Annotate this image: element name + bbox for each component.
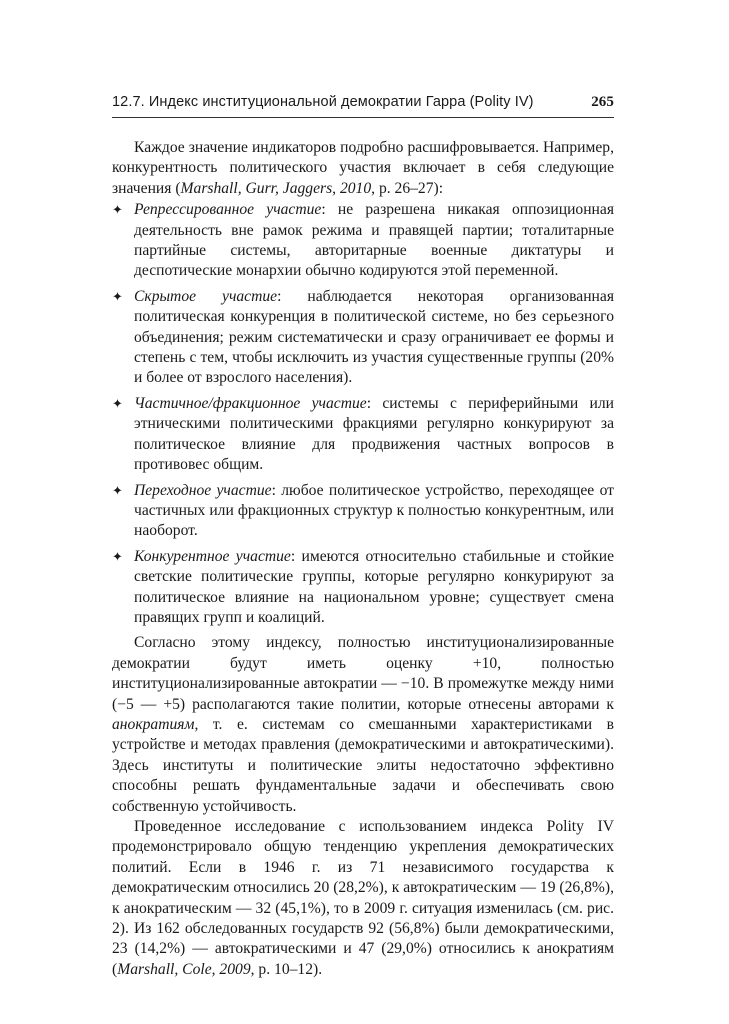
running-head [112, 94, 614, 111]
list-item: ✦ Частичное/фракционное участие: системы с периферийными или этническими политическими фракциями регулярно конкурируют за политическое влияние для продвижения частных вопросов в противовес общим. [112, 394, 614, 474]
list-term: Переходное участие [134, 481, 272, 499]
citation: Marshall, Cole, 2009 [117, 960, 251, 978]
four-pointed-star-icon: ✦ [112, 202, 123, 218]
list-term: Частичное/фракционное участие [134, 394, 367, 412]
four-pointed-star-icon: ✦ [112, 548, 123, 564]
list-item: ✦ Скрытое участие: наблюдается некоторая организованная политическая конкуренция в политической системе, но без серьезного объединения; режим систематически и сразу ограничивает ее формы и степень с тем, чтобы исключить из участия существенные группы (20% и более от взрослого населения). [112, 287, 614, 387]
header-rule [112, 117, 614, 118]
anocracy-term: анократиям [112, 715, 195, 733]
running-head-title: 12.7. Индекс институциональной демократии Гарра (Polity IV) [112, 94, 534, 110]
four-pointed-star-icon: ✦ [112, 395, 123, 411]
participation-list [112, 200, 614, 628]
intro-paragraph: Каждое значение индикаторов подробно расшифровывается. Например, конкурентность политического участия включает в себя следующие значения (Marshall, Gurr, Jaggers, 2010, p. 26–27): [112, 139, 614, 197]
list-item: ✦ Конкурентное участие: имеются относительно стабильные и стойкие светские политические группы, которые регулярно конкурируют за политическое влияние на национальном уровне; существует смена правящих групп и коалиций. [112, 547, 614, 626]
study-results-paragraph: Проведенное исследование с использованием индекса Polity IV продемонстрировало общую тенденцию укрепления демократических политий. Если в 1946 г. из 71 независимого государства к демократическим относились 20 (28,2%), к автократическим — 19 (26,8%), к анократическим — 32 (45,1%), то в 2009 г. ситуация изменилась (см. рис. 2). Из 162 обследованных государств 92 (56,8%) были демократическими, 23 (14,2%) — автократическими и 47 (29,0%) относились к анократиям (Marshall, Cole, 2009, p. 10–12). [112, 818, 614, 978]
list-term: Репрессированное участие [134, 201, 322, 219]
page-number: 265 [591, 94, 614, 110]
list-item: ✦ Переходное участие: любое политическое устройство, переходящее от частичных или фракционных структур к полностью конкурентным, или наоборот. [112, 481, 614, 540]
body-text [112, 138, 614, 980]
four-pointed-star-icon: ✦ [112, 288, 123, 304]
list-term: Конкурентное участие [134, 547, 291, 565]
list-term: Скрытое участие [134, 287, 278, 305]
list-item: ✦ Репрессированное участие: не разрешена никакая оппозиционная деятельность вне рамок режима и правящей партии; тоталитарные партийные системы, авторитарные военные диктатуры и деспотические монархии обычно кодируются этой переменной. [112, 201, 614, 280]
citation: Marshall, Gurr, Jaggers, 2010 [180, 179, 372, 197]
four-pointed-star-icon: ✦ [112, 482, 123, 498]
polity-scale-paragraph: Согласно этому индексу, полностью институционализированные демократии будут иметь оценку +10, полностью институционализированные автократии — −10. В промежутке между ними (−5 — +5) располагаются такие политии, которые отнесены авторами к анократиям, т. е. системам со смешанными характеристиками в устройстве и методах правления (демократическими и автократическими). Здесь институты и политические элиты недостаточно эффективно способны решать фундаментальные задачи и обеспечивать свою собственную устойчивость. [112, 634, 614, 815]
